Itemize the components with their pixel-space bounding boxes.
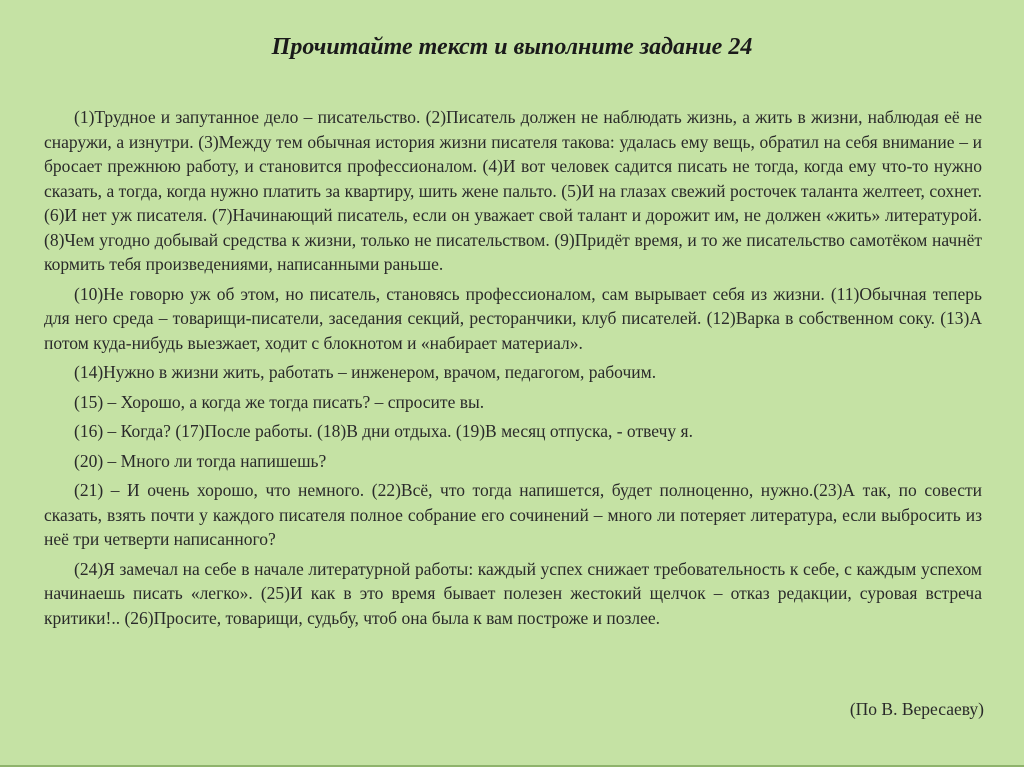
- author-attribution: (По В. Вересаеву): [849, 699, 984, 719]
- paragraph-5: (16) – Когда? (17)После работы. (18)В дни отдыха. (19)В месяц отпуска, - отвечу я.: [74, 421, 693, 441]
- text-body: [44, 105, 982, 635]
- page-title: Прочитайте текст и выполните задание 24: [271, 34, 753, 60]
- paragraph-3: (14)Нужно в жизни жить, работать – инженером, врачом, педагогом, рабочим.: [74, 362, 657, 382]
- paragraph-6: (20) – Много ли тогда напишешь?: [74, 450, 327, 471]
- paragraph-7: (21) – И очень хорошо, что немного. (22)Всё, что тогда напишется, будет полноценно, нужно.(23)А так, по совести сказать, взять почти у каждого писателя полное собрание его сочинений – много ли потеряет литература, если выбросить из неё три четверти написанного?: [44, 480, 982, 549]
- paragraph-4: (15) – Хорошо, а когда же тогда писать? – спросите вы.: [74, 391, 485, 412]
- paragraph-8: (24)Я замечал на себе в начале литературной работы: каждый успех снижает требовательность к себе, с каждым успехом начинаешь писать «легко». (25)И как в это время бывает полезен жестокий щелчок – отказ редакции, суровая встреча критики!.. (26)Просите, товарищи, судьбу, чтоб она была к вам построже и позлее.: [44, 558, 982, 628]
- paragraph-1: (1)Трудное и запутанное дело – писательство. (2)Писатель должен не наблюдать жизнь, а жить в жизни, наблюдая её не снаружи, а изнутри. (3)Между тем обычная история жизни писателя такова: удалась ему вещь, обратил на себя внимание – и бросает прежнюю работу, и становится профессионалом. (4)И вот человек садится писать не тогда, когда ему что-то нужно сказать, а тогда, когда нужно платить за квартиру, шить жене пальто. (5)И на глазах свежий росточек таланта желтеет, сохнет. (6)И нет уж писателя. (7)Начинающий писатель, если он уважает свой талант и дорожит им, не должен «жить» литературой. (8)Чем угодно добывай средства к жизни, только не писательством. (9)Придёт время, и то же писательство самотёком начнёт кормить тебя произведениями, написанными раньше.: [44, 107, 982, 274]
- paragraph-2: (10)Не говорю уж об этом, но писатель, становясь профессионалом, сам вырывает себя из жизни. (11)Обычная теперь для него среда – товарищи-писатели, заседания секций, ресторанчики, клуб писателей. (12)Варка в собственном соку. (13)А потом куда-нибудь выезжает, ходит с блокнотом и «набирает материал».: [44, 283, 982, 353]
